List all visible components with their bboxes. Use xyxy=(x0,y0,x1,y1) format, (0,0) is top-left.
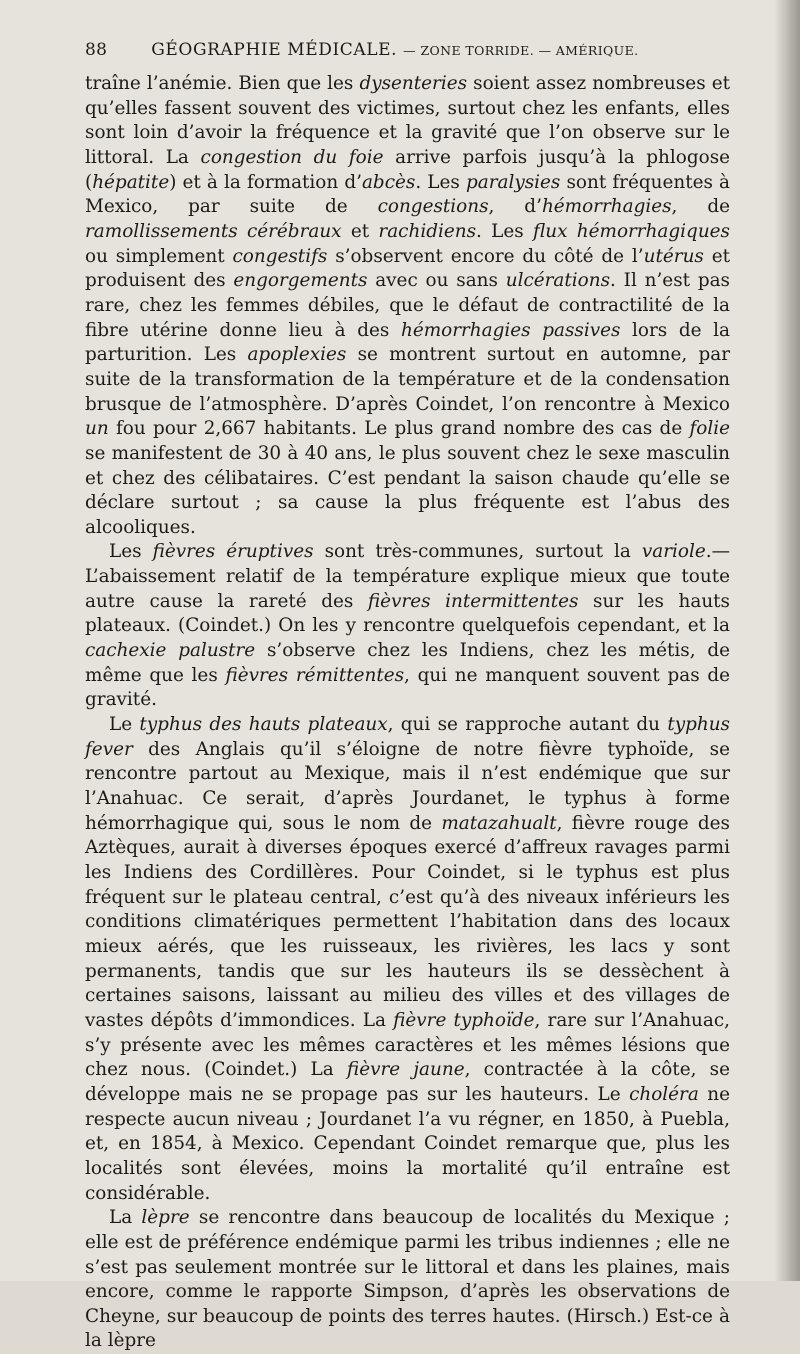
text-run: , qui se rapproche autant du xyxy=(387,714,668,736)
italic-term: fièvres rémittentes xyxy=(225,664,405,686)
paragraph xyxy=(85,713,730,1206)
running-header xyxy=(85,40,735,60)
text-run: sont fréquentes à Mexico, par suite de xyxy=(85,171,730,218)
italic-term: apoplexies xyxy=(247,344,347,366)
italic-term: ulcérations xyxy=(505,270,611,292)
italic-term: congestifs xyxy=(232,245,328,267)
text-run: , d’ xyxy=(488,196,542,218)
text-run: , rare sur l’Anahuac, s’y présente avec les mêmes caractères et les mêmes lésions que chez nous. (Coindet.) La xyxy=(85,1009,730,1081)
text-run: et produisent des xyxy=(85,245,730,292)
text-run: s’observe chez les Indiens, chez les métis, de même que les xyxy=(85,640,730,686)
italic-term: folie xyxy=(689,418,730,440)
running-title: GÉOGRAPHIE MÉDICALE. xyxy=(151,40,398,60)
paragraph xyxy=(85,72,730,540)
italic-term: ramollissements cérébraux xyxy=(85,220,342,242)
text-run: ne respecte aucun niveau ; Jourdanet l’a vu régner, en 1850, à Puebla, et, en 1854, à Mexico. Cependant Coindet remarque que, plus les localités sont élevées, moins la mortalité qu’il entraîne est considérable. xyxy=(85,1083,730,1204)
italic-term: fièvres intermittentes xyxy=(367,590,579,612)
text-run: et xyxy=(341,220,379,242)
running-subtitle: — ZONE TORRIDE. — AMÉRIQUE. xyxy=(403,43,639,58)
paragraph xyxy=(85,540,730,713)
text-run: lors de la parturition. Les xyxy=(85,319,730,366)
text-run: avec ou sans xyxy=(367,270,506,292)
italic-term: rachidiens xyxy=(378,220,477,242)
italic-term: un xyxy=(85,418,109,440)
text-run: sont très-communes, surtout la xyxy=(313,541,642,563)
italic-term: fièvres éruptives xyxy=(152,541,314,563)
text-run: fou pour 2,667 habitants. Le plus grand nombre des cas de xyxy=(108,418,690,440)
text-run: arrive parfois jusqu’à la phlogose ( xyxy=(85,146,731,193)
text-run: des Anglais qu’il s’éloigne de notre fièvre typhoïde, se rencontre partout au Mexique, mais il n’est endémique que sur l’Anahuac. Ce serait, d’après Jourdanet, le typhus à forme hémorrhagique qui, sous le nom de xyxy=(85,738,730,834)
text-run: Les xyxy=(109,541,153,563)
text-run: . Il n’est pas rare, chez les femmes débiles, que le défaut de contractilité de la fibre utérine donne lieu à des xyxy=(85,270,730,341)
italic-term: matazahualt xyxy=(441,812,557,834)
text-run: . Les xyxy=(415,171,466,193)
italic-term: flux hémorrhagiques xyxy=(533,220,730,242)
text-run: s’observent encore du côté de l’ xyxy=(327,245,644,267)
text-run: se manifestent de 30 à 40 ans, le plus souvent chez le sexe masculin et chez des célibataires. C’est pendant la saison chaude qu’elle se déclare surtout ; sa cause la plus fréquente est l’abus des alcooliques. xyxy=(85,442,730,538)
text-run: se montrent surtout en automne, par suite de la transformation de la température et de la condensation brusque de l’atmosphère. D’après Coindet, l’on rencontre à Mexico xyxy=(85,344,730,415)
italic-term: hépatite xyxy=(92,171,170,193)
text-run: , de xyxy=(671,196,730,218)
italic-term: engorgements xyxy=(233,270,368,292)
text-run: . Les xyxy=(476,220,533,242)
text-run: .— L’abaissement relatif de la température explique mieux que toute autre cause la rareté des xyxy=(85,541,730,612)
text-run: sur les hauts plateaux. (Coindet.) On les y rencontre quelquefois cependant, et la xyxy=(85,590,730,637)
page-number: 88 xyxy=(85,40,108,60)
italic-term: fièvre typhoïde xyxy=(393,1009,535,1031)
italic-term: hémorrhagies passives xyxy=(400,319,621,341)
italic-term: hémorrhagies xyxy=(541,196,672,218)
page-body-text xyxy=(85,72,730,1354)
text-run: se rencontre dans beaucoup de localités du Mexique ; elle est de préférence endémique parmi les tribus indiennes ; elle ne s’est pas seulement montrée sur le littoral et dans les plaines, mais encore, comme le rapporte Simpson, d’après les observations de Cheyne, sur beaucoup de points des terres hautes. (Hirsch.) Est-ce à la lèpre xyxy=(85,1207,730,1352)
paragraph xyxy=(85,1206,730,1354)
text-run: , fièvre rouge des Aztèques, aurait à diverses époques exercé d’affreux ravages parmi les Indiens des Cordillères. Pour Coindet, si le typhus est plus fréquent sur le plateau central, c’est qu’à des niveaux inférieurs les conditions climatériques permettent l’habitation dans des locaux mieux aérés, que les ruisseaux, les rivières, les lacs y sont permanents, tandis que sur les hauteurs ils se dessèchent à certaines saisons, laissant au milieu des villes et des villages de vastes dépôts d’immondices. La xyxy=(85,812,730,1031)
italic-term: congestion du foie xyxy=(200,146,384,168)
text-run: ou simplement xyxy=(85,245,233,267)
italic-term: fièvre jaune xyxy=(346,1059,465,1081)
italic-term: typhus fever xyxy=(85,714,730,760)
text-run: , contractée à la côte, se développe mais ne se propage pas sur les hauteurs. Le xyxy=(85,1059,730,1105)
text-run: soient assez nombreuses et qu’elles fassent souvent des victimes, surtout chez les enfants, elles sont loin d’avoir la fréquence et la gravité que l’on observe sur le littoral. La xyxy=(85,73,730,168)
text-run: ) et à la formation d’ xyxy=(169,171,362,193)
italic-term: congestions xyxy=(377,196,489,218)
italic-term: dysenteries xyxy=(359,73,468,94)
italic-term: utérus xyxy=(643,245,704,267)
text-run: La xyxy=(109,1207,142,1229)
italic-term: cachexie palustre xyxy=(85,640,256,662)
text-run: , qui ne manquent souvent pas de gravité. xyxy=(85,664,731,711)
italic-term: lèpre xyxy=(141,1207,190,1229)
text-run: traîne l’anémie. Bien que les xyxy=(85,73,360,94)
italic-term: choléra xyxy=(629,1083,699,1105)
italic-term: abcès xyxy=(361,171,416,193)
italic-term: variole xyxy=(641,541,706,563)
italic-term: typhus des hauts plateaux xyxy=(139,714,388,736)
italic-term: paralysies xyxy=(465,171,561,193)
text-run: Le xyxy=(109,714,140,736)
